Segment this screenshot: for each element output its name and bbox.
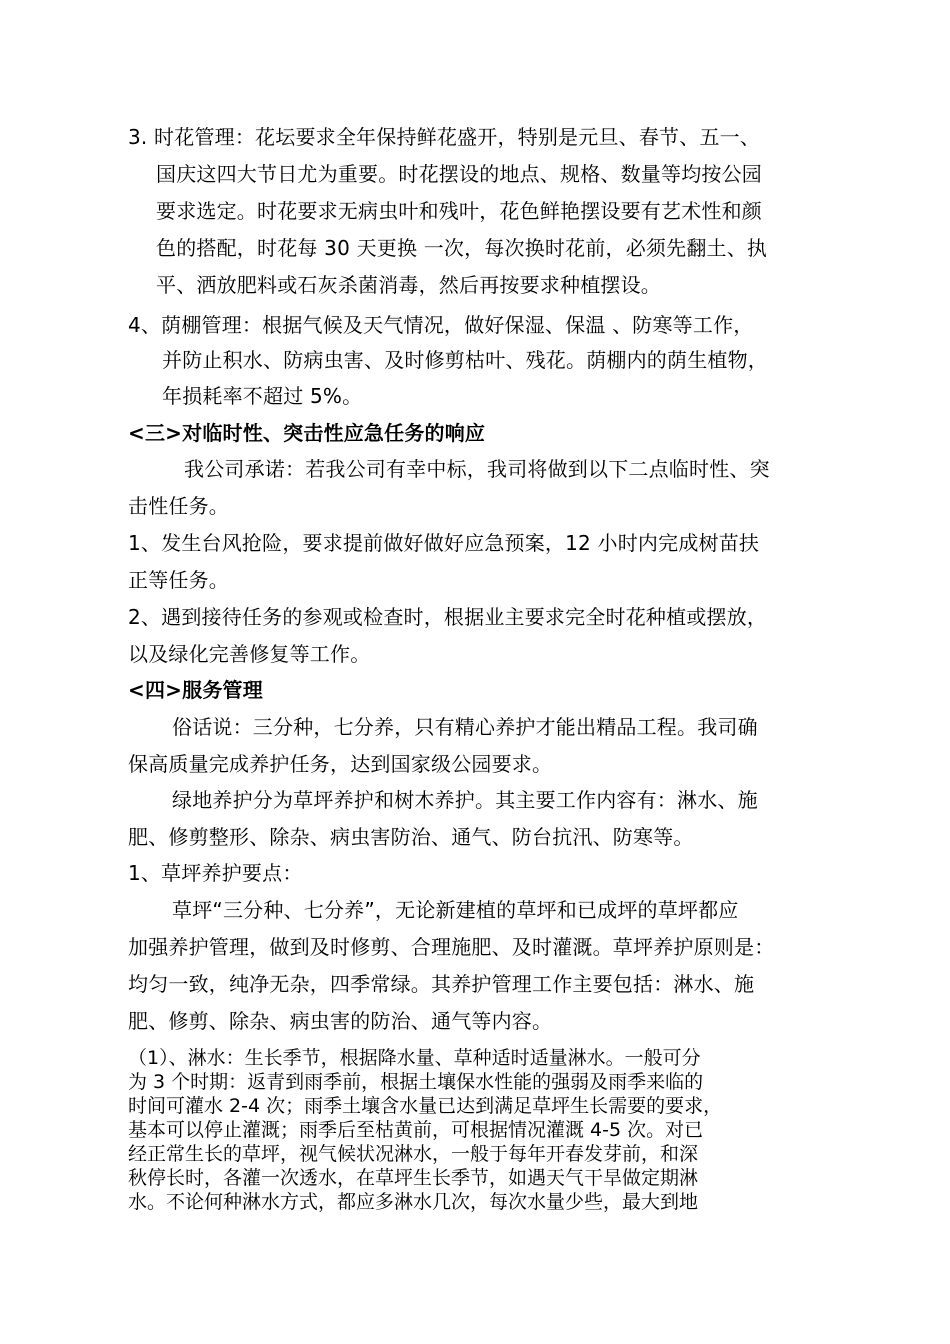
text-line: 并防止积水、防病虫害、及时修剪枯叶、残花。荫棚内的荫生植物， [162, 348, 768, 372]
text-line: 2、遇到接待任务的参观或检查时，根据业主要求完全时花种植或摆放， [128, 605, 768, 629]
text-line: 秋停长时，各灌一次透水，在草坪生长季节，如遇天气干旱做定期淋 [128, 1167, 699, 1189]
text-line: 肥、修剪、除杂、病虫害的防治、通气等内容。 [128, 1009, 553, 1033]
text-line: 色的搭配，时花每 30 天更换 一次，每次换时花前，必须先翻土、执 [156, 236, 768, 260]
text-line: （1）、淋水：生长季节，根据降水量、草种适时适量淋水。一般可分 [128, 1047, 701, 1069]
text-line: 保高质量完成养护任务，达到国家级公园要求。 [128, 752, 553, 776]
text-line: 草坪“三分种、七分养”，无论新建植的草坪和已成坪的草坪都应 [172, 898, 739, 922]
text-line: 1、发生台风抢险，要求提前做好做好应急预案，12 小时内完成树苗扶 [128, 531, 760, 555]
text-line: 正等任务。 [128, 568, 229, 592]
text-line: 俗话说：三分种，七分养，只有精心养护才能出精品工程。我司确 [172, 715, 758, 739]
text-line: 均匀一致，纯净无杂，四季常绿。其养护管理工作主要包括：淋水、施 [128, 972, 755, 996]
section-heading: <三>对临时性、突击性应急任务的响应 [128, 421, 486, 445]
text-line: 绿地养护分为草坪养护和树木养护。其主要工作内容有：淋水、施 [172, 788, 758, 812]
text-line: 击性任务。 [128, 494, 229, 518]
text-line: 经正常生长的草坪，视气候状况淋水，一般于每年开春发芽前，和深 [128, 1143, 699, 1165]
text-line: 年损耗率不超过 5%。 [162, 384, 363, 408]
text-line: 国庆这四大节日尤为重要。时花摆设的地点、规格、数量等均按公园 [156, 162, 762, 186]
text-line: 时间可灌水 2-4 次；雨季土壤含水量已达到满足草坪生长需要的要求， [128, 1095, 723, 1117]
text-line: 要求选定。时花要求无病虫叶和残叶，花色鲜艳摆设要有艺术性和颜 [156, 199, 762, 223]
text-line: 以及绿化完善修复等工作。 [128, 642, 371, 666]
text-line: 我公司承诺：若我公司有幸中标，我司将做到以下二点临时性、突 [184, 457, 770, 481]
text-line: 肥、修剪整形、除杂、病虫害防治、通气、防台抗汛、防寒等。 [128, 825, 694, 849]
text-line: 平、洒放肥料或石灰杀菌消毒，然后再按要求种植摆设。 [156, 273, 661, 297]
text-line: 3. 时花管理：花坛要求全年保持鲜花盛开，特别是元旦、春节、五一、 [128, 125, 761, 149]
text-line: 1、草坪养护要点： [128, 861, 303, 885]
text-line: 加强养护管理，做到及时修剪、合理施肥、及时灌溉。草坪养护原则是： [128, 935, 775, 959]
text-line: 为 3 个时期：返青到雨季前，根据土壤保水性能的强弱及雨季来临的 [128, 1071, 704, 1093]
section-heading: <四>服务管理 [128, 678, 263, 702]
text-line: 4、荫棚管理：根据气候及天气情况，做好保湿、保温 、防寒等工作， [128, 313, 754, 337]
text-line: 水。不论何种淋水方式，都应多淋水几次，每次水量少些，最大到地 [128, 1191, 699, 1213]
text-line: 基本可以停止灌溉；雨季后至枯黄前，可根据情况灌溉 4-5 次。对已 [128, 1119, 704, 1141]
